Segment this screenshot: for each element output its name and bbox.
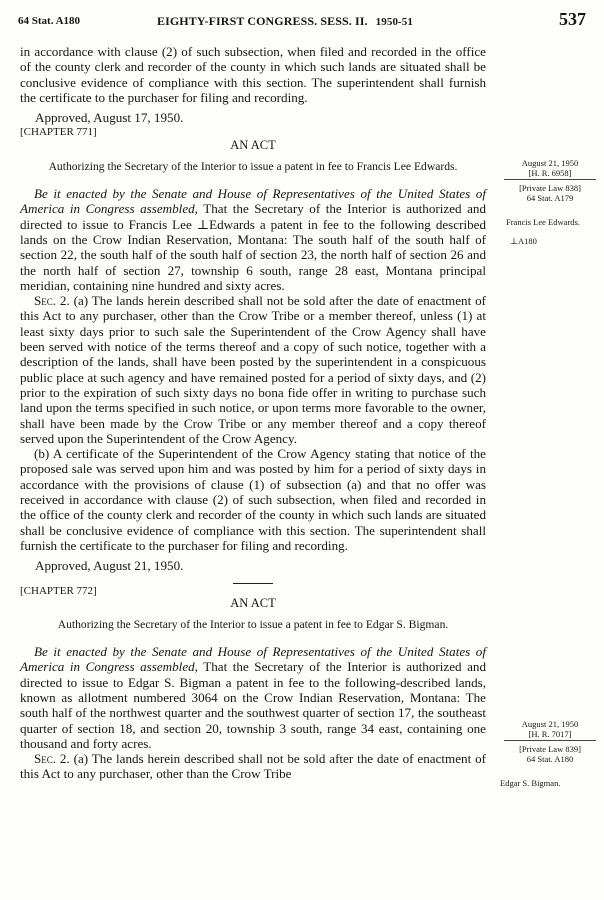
act-heading: AN ACT [230,137,276,152]
continued-paragraph: in accordance with clause (2) of such subsection, when filed and recorded in the office of the county clerk and recorder of the county in which such lands are situated shall be conclusive evidence of compliance with this section. The superintendent shall furnish the certificate to the purchaser for filing and recording. [20,44,486,105]
chapter-number: [CHAPTER 771] [20,126,97,139]
act-title: Authorizing the Secretary of the Interior to issue a patent in fee to Francis Lee Edwards. [48,160,458,174]
section-label: Sec. 2. [34,751,70,767]
approval-line: Approved, August 21, 1950. [35,558,184,574]
chapter-number: [CHAPTER 772] [20,584,97,597]
margin-private-law: [Private Law 839] 64 Stat. A180 [519,744,581,764]
margin-note-chapter-771 [500,158,600,246]
stat-reference: 64 Stat. A180 [18,15,81,27]
margin-subject: Francis Lee Edwards. [506,217,580,227]
act-heading: AN ACT [230,595,276,610]
margin-note-chapter-772 [500,719,600,788]
margin-page-ref: ⊥A180 [510,236,537,246]
main-text-column [20,44,486,782]
approval-line: Approved, August 17, 1950. [35,110,184,126]
margin-subject: Edgar S. Bigman. [500,778,561,788]
margin-private-law: [Private Law 838] 64 Stat. A179 [519,183,581,203]
running-head: EIGHTY-FIRST CONGRESS. SESS. II. 1950-51 [157,14,414,28]
enacting-paragraph: Be it enacted by the Senate and House of Representatives of the United States of America in Congress assembled, That the Secretary of the Interior is authorized and directed to issue to Francis Lee ⊥Edwards a patent in fee to the following described lands on the Crow Indian Reservation, Montana: The south half of the south half of section 22, the south half of the south half of section 23, the north half of section 26 and the north half of section 27, township 6 south, range 28 east, Montana principal meridian, containing nine hundred and sixty acres. [20,186,486,293]
enacting-clause: Be it enacted by the Senate and House of Representatives of the United States of America in Congress assembled, [20,644,486,675]
enacting-paragraph: Be it enacted by the Senate and House of Representatives of the United States of America in Congress assembled, That the Secretary of the Interior is authorized and directed to issue to Edgar S. Bigman a patent in fee to the following-described lands, known as allotment numbered 3064 on the Crow Indian Reservation, Montana: The south half of the northwest quarter and the southwest quarter of section 17, the southeast quarter of section 18, and section 20, township 3 south, range 34 east, containing one thousand and forty acres. [20,644,486,751]
subsection-b-paragraph: (b) A certificate of the Superintendent of the Crow Agency stating that notice of the proposed sale was served upon him and was posted by him for a period of sixty days in accordance with the provisions of clause (1) of subsection (a) and that no offer was received in accordance with clause (2) of such subsection, when filed and recorded in the office of the county clerk and recorder of the county in which such lands are situated shall be conclusive evidence of compliance with this section. The superintendent shall furnish the certificate to the purchaser for filing and recording. [20,446,486,553]
section-2-paragraph: Sec. 2. (a) The lands herein described shall not be sold after the date of enactment of this Act to any purchaser, other than the Crow Tribe or a member thereof, unless (1) at least sixty days prior to such sale the Superintendent of the Crow Agency shall have been served with notice of the terms thereof and a copy of such notice, together with a description of the lands, shall have been posted by the superintendent in a conspicuous public place at such agency and have remained posted for a period of sixty days, and (2) prior to the expiration of such sixty days no bona fide offer in writing to purchase such land upon the terms specified in such notice, or upon terms more favorable to the owner, shall have been made by the Crow Tribe or any member thereof and a copy thereof served upon the Superintendent of the Crow Agency. [20,293,486,446]
section-label: Sec. 2. [34,293,70,309]
enacting-clause: Be it enacted by the Senate and House of Representatives of the United States of America in Congress assembled, [20,186,486,217]
chapter-771 [20,125,486,583]
margin-date-bill: August 21, 1950 [H. R. 7017] [504,719,596,741]
chapter-772 [20,584,486,782]
act-title: Authorizing the Secretary of the Interior to issue a patent in fee to Edgar S. Bigman. [57,618,449,632]
page-header [10,8,596,30]
section-2-paragraph: Sec. 2. (a) The lands herein described shall not be sold after the date of enactment of this Act to any purchaser, other than the Crow Tribe [20,751,486,782]
page-number: 537 [559,9,586,29]
margin-date-bill: August 21, 1950 [H. R. 6958] [504,158,596,180]
